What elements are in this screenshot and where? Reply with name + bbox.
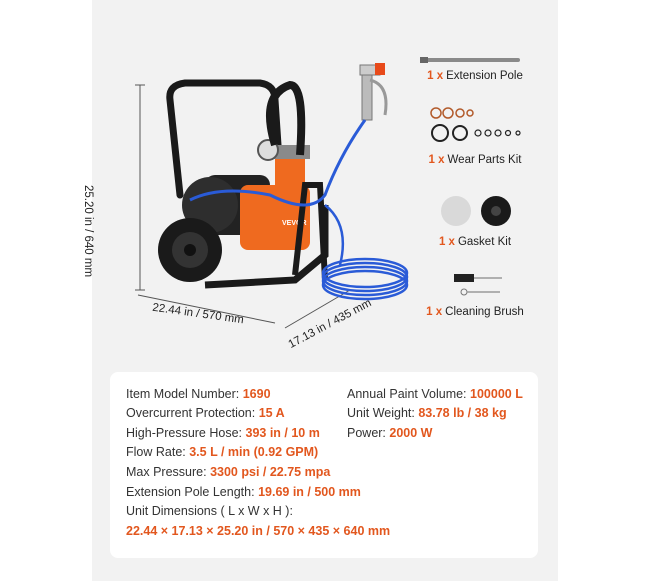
accessory-gasket-kit: 1 x Gasket Kit xyxy=(438,236,512,248)
spec-power: Power: 2000 W xyxy=(347,426,433,440)
depth-dimension: 17.13 in / 435 mm xyxy=(286,297,374,351)
spec-unit-dimensions-value: 22.44 × 17.13 × 25.20 in / 570 × 435 × 640 mm xyxy=(126,524,391,538)
specifications-card xyxy=(110,372,538,558)
spec-overcurrent: Overcurrent Protection: 15 A xyxy=(126,406,285,420)
spec-pressure: Max Pressure: 3300 psi / 22.75 mpa xyxy=(126,465,331,479)
accessory-wear-parts-kit: 1 x Wear Parts Kit xyxy=(428,154,522,166)
height-dimension: 25.20 in / 640 mm xyxy=(82,185,94,278)
spec-pole-length: Extension Pole Length: 19.69 in / 500 mm xyxy=(126,485,361,499)
cleaning-brush-icon xyxy=(452,272,507,298)
extension-pole-icon xyxy=(420,55,530,65)
spec-model: Item Model Number: 1690 xyxy=(126,387,271,401)
brand-label: VEVOR xyxy=(282,220,307,227)
spec-unit-dimensions-label: Unit Dimensions ( L x W x H ): xyxy=(126,504,293,518)
width-dimension: 22.44 in / 570 mm xyxy=(151,301,245,327)
accessory-extension-pole: 1 x Extension Pole xyxy=(427,70,523,82)
spec-hose: High-Pressure Hose: 393 in / 10 m xyxy=(126,426,320,440)
spec-weight: Unit Weight: 83.78 lb / 38 kg xyxy=(347,406,507,420)
gasket-kit-icon xyxy=(440,195,520,229)
wear-parts-kit-icon xyxy=(428,105,528,145)
spec-paint-volume: Annual Paint Volume: 100000 L xyxy=(347,387,523,401)
spec-flow: Flow Rate: 3.5 L / min (0.92 GPM) xyxy=(126,445,319,459)
paint-sprayer-image xyxy=(110,45,420,345)
accessory-cleaning-brush: 1 x Cleaning Brush xyxy=(426,306,524,318)
